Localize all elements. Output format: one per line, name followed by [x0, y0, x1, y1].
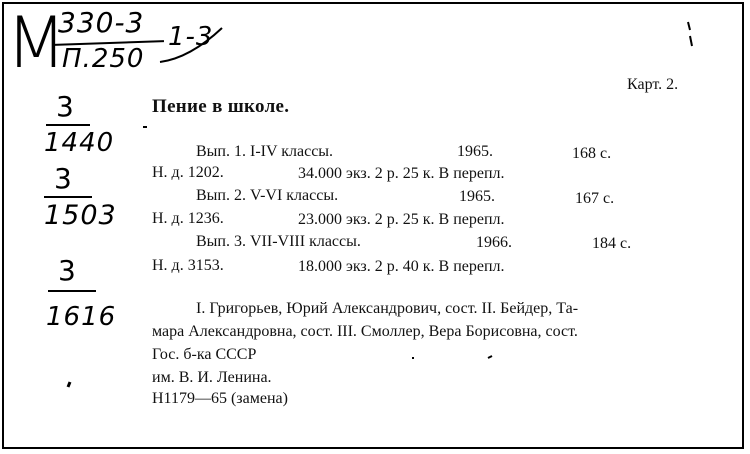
- vol1-year: 1965.: [457, 143, 493, 160]
- vol2-fraction-line: [44, 196, 92, 198]
- library-line-1: Гос. б-ка СССР: [152, 346, 257, 363]
- card-number: Н1179—65 (замена): [152, 390, 288, 407]
- handwritten-shelf-range: 1-3: [168, 22, 214, 52]
- handwritten-vol2-bottom: 1503: [44, 200, 117, 231]
- vol2-issue: Вып. 2. V-VI классы.: [196, 187, 339, 204]
- handwritten-shelf-prefix: M: [6, 2, 67, 84]
- handwritten-vol2-top: 3: [54, 162, 73, 195]
- authors-line-1: I. Григорьев, Юрий Александрович, сост. II. Бейдер, Та-: [196, 300, 579, 317]
- authors-line-2: мара Александровна, сост. III. Смоллер, Вера Борисовна, сост.: [152, 323, 578, 340]
- vol1-print: 34.000 экз. 2 р. 25 к. В перепл.: [298, 165, 505, 182]
- vol3-issue: Вып. 3. VII-VIII классы.: [196, 233, 361, 250]
- vol3-fraction-line: [48, 290, 96, 292]
- vol3-pages: 184 с.: [592, 235, 632, 252]
- vol3-year: 1966.: [476, 234, 512, 251]
- library-line-2: им. В. И. Ленина.: [152, 369, 272, 386]
- vol2-print: 23.000 экз. 2 р. 25 к. В перепл.: [298, 211, 505, 228]
- handwritten-shelf-bottom: П.250: [62, 44, 145, 74]
- vol3-print: 18.000 экз. 2 р. 40 к. В перепл.: [298, 258, 505, 275]
- handwritten-vol1-bottom: 1440: [44, 128, 115, 158]
- vol1-nd: Н. д. 1202.: [152, 164, 224, 181]
- handwritten-vol3-bottom: 1616: [46, 302, 117, 332]
- handwritten-vol1-top: 3: [56, 90, 75, 123]
- vol1-pages: 168 с.: [572, 145, 612, 162]
- vol1-issue: Вып. 1. I-IV классы.: [196, 143, 334, 160]
- book-title: Пение в школе.: [152, 96, 290, 117]
- handwritten-shelf-top: 330-3: [58, 6, 145, 39]
- vol2-nd: Н. д. 1236.: [152, 210, 224, 227]
- handwritten-vol3-top: 3: [58, 254, 77, 287]
- vol2-year: 1965.: [459, 188, 495, 205]
- vol1-fraction-line: [46, 124, 90, 126]
- card-label: Карт. 2.: [627, 76, 679, 93]
- vol2-pages: 167 с.: [575, 190, 615, 207]
- vol3-nd: Н. д. 3153.: [152, 257, 224, 274]
